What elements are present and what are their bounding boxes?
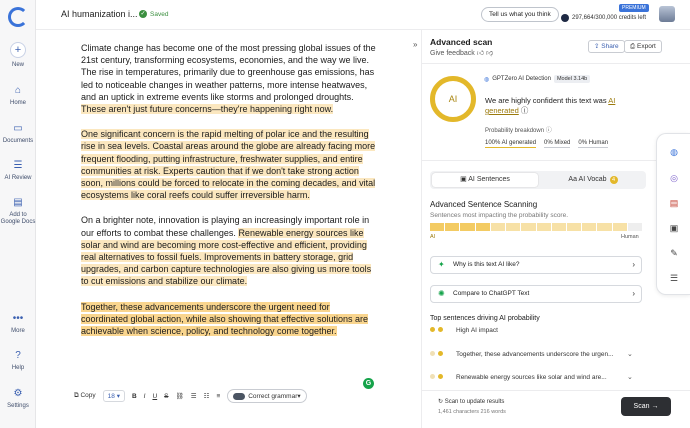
probability-human: 0% Human bbox=[578, 140, 609, 146]
tab-ai-vocab[interactable]: Aa AI Vocab 4 bbox=[542, 173, 644, 187]
probability-ai: 100% AI generated bbox=[485, 140, 537, 146]
floating-tool-strip bbox=[656, 133, 690, 295]
italic-button[interactable]: I bbox=[143, 392, 146, 400]
model-badge: Model 3.14b bbox=[554, 75, 590, 83]
format-toolbar bbox=[74, 386, 374, 406]
credits-pie-icon bbox=[561, 14, 569, 22]
chatgpt-icon: ✺ bbox=[438, 289, 445, 298]
rail-help[interactable]: ? Help bbox=[0, 350, 36, 371]
confidence-statement: We are highly confident this text was AI generated ⓘ bbox=[485, 96, 616, 115]
rail-more[interactable]: ••• More bbox=[0, 313, 36, 334]
numbered-list-icon[interactable]: ☷ bbox=[203, 393, 210, 400]
scan-icon[interactable]: ◎ bbox=[670, 173, 678, 183]
paragraph-4: Together, these advancements underscore the urgent need for coordinated global action, while also showing that effective solutions are achievable when science, policy, and technology come together. bbox=[81, 301, 369, 337]
vocab-count-badge: 4 bbox=[610, 176, 618, 184]
credits-counter: 297,664/300,000 credits left bbox=[561, 14, 646, 22]
chevron-right-icon: › bbox=[632, 289, 635, 298]
chevron-down-icon: ▾ bbox=[116, 393, 120, 400]
impact-legend: High AI impact bbox=[430, 327, 498, 334]
checklist-icon: ☰ bbox=[13, 160, 23, 171]
sentence-impact-bar bbox=[430, 223, 642, 231]
chevron-down-icon[interactable]: ⌄ bbox=[627, 374, 633, 381]
gptzero-icon: ◍ bbox=[484, 76, 490, 83]
result-tabs bbox=[430, 171, 646, 189]
plus-icon: + bbox=[10, 42, 26, 58]
why-ai-button[interactable]: ✦ Why is this text AI like? › bbox=[430, 256, 642, 274]
chevron-right-icon: › bbox=[632, 260, 635, 269]
bar-human-label: Human bbox=[621, 234, 639, 240]
underline-button[interactable]: U bbox=[152, 392, 158, 400]
gptzero-icon[interactable]: ◍ bbox=[670, 147, 678, 157]
character-word-count: 1,461 characters 216 words bbox=[438, 409, 506, 415]
gear-icon: ⚙ bbox=[13, 388, 23, 399]
share-icon: ⇪ bbox=[594, 43, 602, 50]
editor[interactable] bbox=[36, 30, 410, 428]
bold-button[interactable]: B bbox=[131, 392, 137, 400]
lightbulb-icon: ✦ bbox=[438, 260, 445, 269]
probability-breakdown-label: Probability breakdown ⓘ bbox=[485, 128, 552, 134]
more-icon: ••• bbox=[12, 313, 24, 324]
arrow-right-icon: → bbox=[651, 403, 659, 410]
ai-result-ring: AI bbox=[430, 76, 476, 122]
scanning-title: Advanced Sentence Scanning bbox=[430, 200, 538, 209]
document-title[interactable]: AI humanization i... bbox=[61, 9, 138, 19]
docs-icon: ▤ bbox=[13, 197, 23, 208]
toggle-switch[interactable] bbox=[233, 393, 245, 400]
edit-icon[interactable]: ✎ bbox=[670, 248, 678, 258]
divider bbox=[422, 63, 690, 64]
list-icon[interactable]: ☰ bbox=[669, 273, 679, 283]
copy-button[interactable]: ⧉ Copy bbox=[74, 392, 96, 399]
tab-ai-sentences[interactable]: ▣ AI Sentences bbox=[432, 173, 538, 187]
paragraph-3: On a brighter note, innovation is playing an increasingly important role in our efforts to combat these challenges. Renewable energy sources like solar and wind are becoming more cost-effective and efficient, providing real alternatives to fossil fuels. Improvements in battery storage, grid upgrades, and carbon capture technologies are also giving us more tools to cut emissions and stabilize our climate. bbox=[81, 215, 372, 287]
vocab-icon: Aa bbox=[568, 176, 579, 183]
detector-label: ◍ GPTZero AI Detection Model 3.14b bbox=[484, 75, 590, 83]
highlight-icon: ▣ bbox=[460, 176, 469, 183]
thumbs-down-icon[interactable]: 👎︎ bbox=[485, 50, 494, 57]
scan-update-note: ↻ Scan to update results bbox=[438, 399, 505, 405]
rail-home[interactable]: ⌂ Home bbox=[0, 85, 36, 106]
export-icon: ⎙ bbox=[630, 43, 638, 50]
paragraph-1: Climate change has become one of the most pressing global issues of the 21st century, transforming ecosystems, economies, and the way we live. The rise in temperatures, primarily due to greenhouse gas emissions, has led to noticeable changes in weather patterns, more intense heatwaves, and an uptick in extreme events like storms and prolonged droughts. These aren't just future concerns—they're happening right now. bbox=[81, 43, 376, 115]
document-body[interactable] bbox=[81, 42, 377, 350]
paragraph-2: One significant concern is the rapid melting of polar ice and the resulting rise in sea levels. Coastal areas around the globe are already facing more frequent flooding, putting infrastructure, freshwater supplies, and entire communities at risk. Experts caution that if we don't take strong action soon, millions could be forced to relocate in the coming decades, and vital ecosystems like coral reefs could suffer irreversible harm. bbox=[81, 129, 376, 201]
rail-documents[interactable]: ▭ Documents bbox=[0, 123, 36, 144]
avatar[interactable] bbox=[659, 6, 675, 22]
share-button[interactable]: ⇪ Share bbox=[588, 40, 625, 53]
copy-icon: ⧉ bbox=[74, 392, 81, 399]
divider bbox=[422, 160, 690, 161]
link-icon[interactable]: ⛓ bbox=[175, 393, 184, 400]
feedback-button[interactable]: Tell us what you think bbox=[481, 7, 559, 22]
document-report-icon[interactable]: ▤ bbox=[669, 198, 679, 208]
folder-icon: ▭ bbox=[13, 123, 23, 134]
info-icon[interactable]: ⓘ bbox=[520, 106, 529, 115]
sentence-row[interactable]: Together, these advancements underscore the urgen... bbox=[430, 351, 614, 358]
gptzero-logo-icon[interactable] bbox=[8, 7, 28, 27]
probability-breakdown bbox=[485, 140, 608, 148]
bulleted-list-icon[interactable]: ☰ bbox=[190, 393, 197, 400]
strikethrough-button[interactable]: S bbox=[164, 392, 169, 400]
panel-footer bbox=[422, 390, 690, 428]
saved-status: ✓ Saved bbox=[140, 10, 169, 18]
bar-ai-label: AI bbox=[430, 234, 436, 240]
scan-panel bbox=[421, 30, 690, 428]
chevron-down-icon[interactable]: ⌄ bbox=[627, 351, 633, 358]
correct-grammar-toggle[interactable]: Correct grammar ▾ bbox=[227, 389, 306, 403]
left-rail bbox=[0, 0, 36, 428]
rail-google-docs[interactable]: ▤ Add to Google Docs bbox=[0, 197, 36, 225]
font-size-select[interactable]: 18 ▾ bbox=[103, 390, 125, 402]
give-feedback: Give feedback 👍︎ 👎︎ bbox=[430, 50, 494, 57]
export-button[interactable]: ⎙ Export bbox=[624, 40, 662, 53]
rail-settings[interactable]: ⚙ Settings bbox=[0, 388, 36, 409]
sentence-row[interactable]: Renewable energy sources like solar and wind are... bbox=[430, 374, 607, 381]
premium-badge: PREMIUM bbox=[619, 4, 649, 12]
align-icon[interactable]: ≡ bbox=[216, 392, 221, 400]
scanning-subtitle: Sentences most impacting the probability score. bbox=[430, 212, 569, 219]
rail-ai-review[interactable]: ☰ AI Review bbox=[0, 160, 36, 181]
scan-button[interactable]: Scan → bbox=[621, 397, 671, 416]
compare-chatgpt-button[interactable]: ✺ Compare to ChatGPT Text › bbox=[430, 285, 642, 303]
check-icon: ✓ bbox=[140, 11, 146, 17]
info-icon[interactable]: ⓘ bbox=[545, 128, 552, 134]
help-icon: ? bbox=[15, 350, 21, 361]
rail-new[interactable]: + New bbox=[11, 43, 24, 68]
collapse-panel-icon[interactable]: » bbox=[413, 40, 418, 49]
chevron-down-icon: ▾ bbox=[297, 393, 301, 400]
top-bar bbox=[36, 0, 690, 30]
thumbs-up-icon[interactable]: 👍︎ bbox=[476, 50, 485, 57]
home-icon: ⌂ bbox=[14, 85, 22, 96]
probability-mixed: 0% Mixed bbox=[544, 140, 571, 146]
refresh-icon: ↻ bbox=[438, 399, 445, 405]
grammarly-icon[interactable]: G bbox=[363, 378, 374, 389]
top-sentences-title: Top sentences driving AI probability bbox=[430, 315, 540, 322]
panel-title: Advanced scan bbox=[430, 37, 493, 47]
citation-icon[interactable]: ▣ bbox=[669, 223, 679, 233]
